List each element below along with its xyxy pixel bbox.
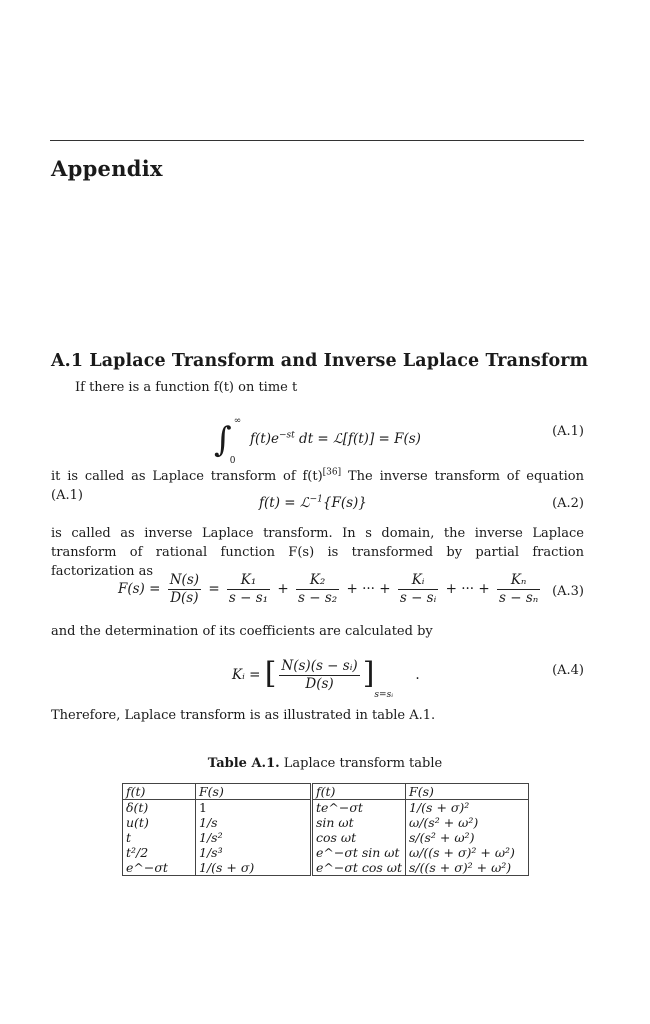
- table-cell: cos ωt: [312, 830, 406, 845]
- fraction-k2: [296, 572, 339, 607]
- table-cell: ω/(s² + ω²): [406, 815, 529, 830]
- paragraph-4: and the determination of its coefficients are calculated by: [51, 624, 433, 639]
- table-cell: 1/(s + σ): [196, 860, 312, 876]
- table-cell: 1/s³: [196, 845, 312, 860]
- table-cell: ω/((s + σ)² + ω²): [406, 845, 529, 860]
- numerator: Kᵢ: [398, 572, 438, 590]
- exponent: −st: [278, 430, 295, 441]
- a4-lhs: Kᵢ =: [232, 667, 261, 683]
- laplace-table: [122, 783, 529, 876]
- table-header-row: [123, 784, 529, 800]
- equation-a4: Kᵢ = [ $\frac{\text{N(s)(s − sᵢ)}}{D(s)}$ ]$_{s=sᵢ}$ .: [232, 656, 420, 700]
- paragraph-3: is called as inverse Laplace transform. In s domain, the inverse Laplace transform of rational function F(s) is transformed by partial fraction factorization as: [51, 526, 584, 579]
- paragraph-2-text: it is called as Laplace transform of f(t): [51, 469, 323, 484]
- numerator: N(s): [169, 572, 200, 588]
- denominator: s − s₁: [228, 590, 269, 606]
- equation-number-a2: (A.2): [552, 496, 584, 511]
- denominator: s − sᵢ: [399, 590, 437, 606]
- table-row: [123, 800, 529, 816]
- header-rule: [50, 140, 584, 141]
- a3-dots-1: + ··· +: [346, 581, 391, 597]
- a4-dot: .: [415, 667, 420, 683]
- equation-number-a1: (A.1): [552, 424, 584, 439]
- table-caption-text: Laplace transform table: [279, 756, 443, 771]
- table-cell: sin ωt: [312, 815, 406, 830]
- paragraph-2-tail: The inverse transform of equation (A.1): [51, 469, 584, 503]
- denominator: D(s): [305, 676, 334, 692]
- fraction-ki-formula: [279, 658, 359, 693]
- table-cell: te^−σt: [312, 800, 406, 816]
- denominator: s − s₂: [298, 590, 338, 606]
- equation-a3: F(s) = $\frac{N(s)}{D(s)}$ = $\frac{\text{K₁}}{\text{s − s₁}}$ + $\frac{\text{K₂}}{\text{s − s₂}}$ + ··· + $\frac{\text{Kᵢ}}{\text{s − sᵢ}}$ + ··· + $\frac{\text{Kₙ}}{\text{s − sₙ}}$: [118, 572, 539, 606]
- equation-a1: [214, 412, 421, 466]
- evaluation-point: s=sᵢ: [374, 689, 394, 700]
- fraction-k1: [227, 572, 270, 607]
- numerator: K₂: [296, 572, 339, 590]
- equation-a2: [259, 495, 367, 511]
- integral-sign: ∫: [214, 420, 232, 460]
- a3-lhs: F(s) =: [118, 581, 161, 597]
- table-cell: e^−σt: [123, 860, 196, 876]
- header-cell: F(s): [196, 784, 312, 800]
- table-cell: e^−σt cos ωt: [312, 860, 406, 876]
- table-caption: [0, 756, 650, 771]
- denominator: s − sₙ: [499, 590, 539, 606]
- inverse-lhs: f(t) = ℒ: [259, 495, 310, 511]
- table-cell: 1/s: [196, 815, 312, 830]
- header-cell: F(s): [406, 784, 529, 800]
- section-title: A.1 Laplace Transform and Inverse Laplace Transform: [51, 351, 589, 371]
- numerator: K₁: [227, 572, 270, 590]
- table-row: [123, 845, 529, 860]
- table-cell: t: [123, 830, 196, 845]
- denominator: D(s): [170, 590, 199, 606]
- table-cell: t²/2: [123, 845, 196, 860]
- fraction-ki: [398, 572, 438, 607]
- table-row: [123, 860, 529, 876]
- table-caption-label: Table A.1.: [207, 756, 280, 771]
- table-row: [123, 830, 529, 845]
- header-cell: f(t): [123, 784, 196, 800]
- numerator: Kₙ: [497, 572, 540, 590]
- integrand: f(t)e: [250, 431, 279, 447]
- table-cell: 1: [196, 800, 312, 816]
- header-cell: f(t): [312, 784, 406, 800]
- a3-dots-2: + ··· +: [445, 581, 490, 597]
- chapter-title: Appendix: [51, 156, 163, 181]
- paragraph-1: If there is a function f(t) on time t: [75, 380, 298, 395]
- inverse-rhs: {F(s)}: [322, 495, 367, 511]
- citation: [36]: [322, 467, 342, 478]
- integral-rest: dt = ℒ[f(t)] = F(s): [299, 431, 421, 447]
- table-cell: s/((s + σ)² + ω²): [406, 860, 529, 876]
- table-cell: u(t): [123, 815, 196, 830]
- paragraph-5: Therefore, Laplace transform is as illustrated in table A.1.: [51, 708, 436, 723]
- table-row: [123, 815, 529, 830]
- equation-number-a3: (A.3): [552, 584, 584, 599]
- integral-limits: [229, 415, 246, 466]
- table-cell: 1/s²: [196, 830, 312, 845]
- table-cell: e^−σt sin ωt: [312, 845, 406, 860]
- equation-number-a4: (A.4): [552, 663, 584, 678]
- lower-limit: 0: [229, 455, 236, 466]
- table-cell: 1/(s + σ)²: [406, 800, 529, 816]
- numerator: N(s)(s − sᵢ): [281, 658, 358, 674]
- table-cell: s/(s² + ω²): [406, 830, 529, 845]
- upper-limit: ∞: [233, 415, 242, 426]
- fraction-kn: [497, 572, 540, 607]
- inverse-exponent: −1: [309, 494, 323, 505]
- fraction-n-over-d: [168, 572, 201, 607]
- table-cell: δ(t): [123, 800, 196, 816]
